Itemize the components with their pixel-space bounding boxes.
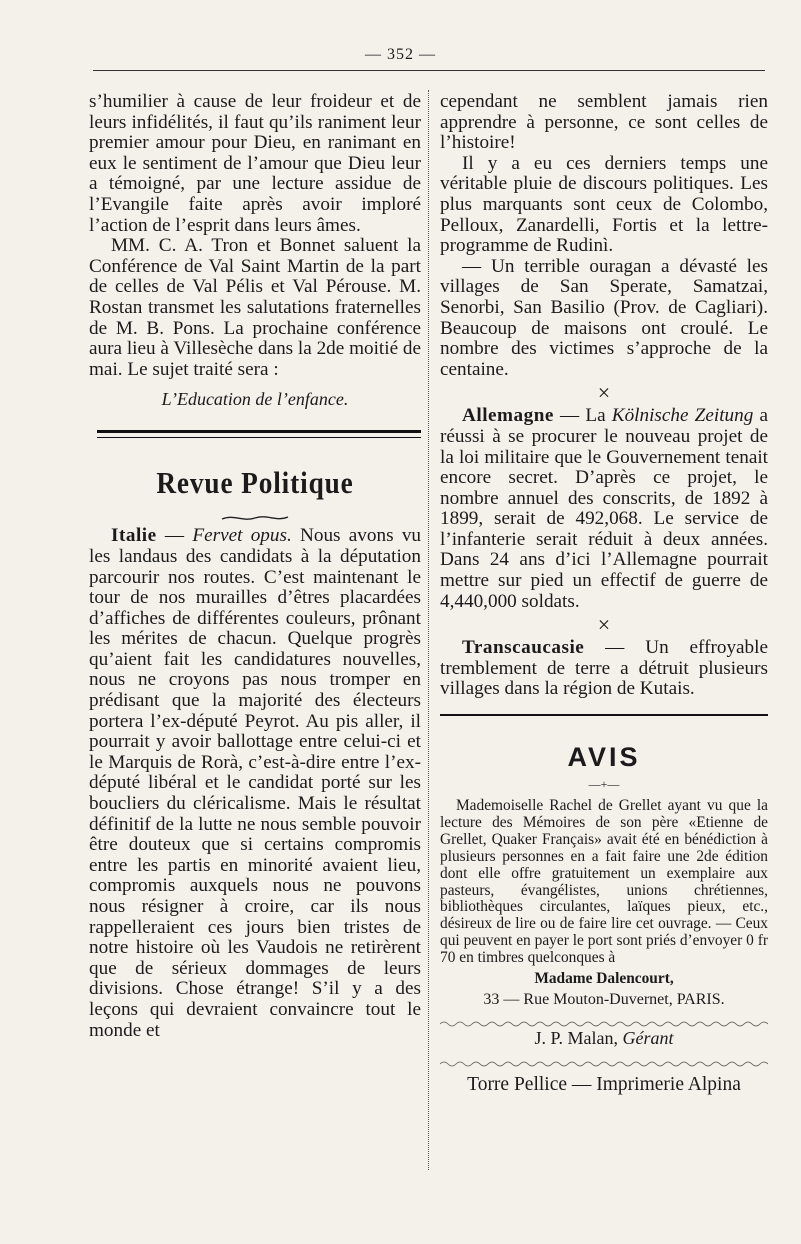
right-column: [440, 92, 768, 1097]
wavy-rule-1: [440, 1015, 768, 1023]
italie-article: [89, 526, 421, 1041]
page-number: — 352 —: [365, 46, 436, 63]
allemagne-article: [440, 406, 768, 612]
italie-text: Nous avons vu les landaus des candidats à la députation parcourir nos routes. C’est maintenant le tour de nos murailles d’êtres placardées d’affiches de différentes couleurs, prônant les mérites de chacun. Quelque progrès qu’aient fait les candidatures nouvelles, nous ne croyons pas nous tromper en prédisant que la majorité des électeurs portera l’ex-député Peyrot. Au pis aller, il pourrait y avoir ballottage entre celui-ci et le Marquis de Rorà, c’est-à-dire entre l’ex-député libéral et le candidat porté sur les boucliers du cléricalisme. Mais le résultat définitif de la lutte ne nous semble pouvoir être douteux que si certains compromis entre les partis en minorité avaient lieu, compromis auxquels nous ne pouvons nous résigner à croire, car ils nous rappelleraient ces jours bien tristes de notre histoire où les Vaudois ne retirèrent que de sérieux dommages de leurs divisions. Chose étrange! S’il y a des leçons qui devraient convaincre tout le monde et: [89, 525, 422, 1041]
allemagne-paper: Kölnische Zeitung: [611, 405, 754, 427]
avis-rule: [440, 714, 768, 716]
avis-name: Madame Dalencourt,: [534, 970, 674, 988]
transcaucasie-label: Transcaucasie: [462, 637, 585, 659]
column-divider: [428, 90, 429, 1170]
wavy-line-icon-2: [440, 1060, 768, 1068]
printer-footer: Torre Pellice — Imprimerie Alpina: [467, 1073, 741, 1095]
transcaucasie-text: — Un effroyable tremblement de terre a détruit plusieurs villages dans la région de Kutais.: [440, 637, 768, 700]
wavy-rule-2: [440, 1055, 768, 1063]
allemagne-dash: — La: [553, 405, 612, 427]
separator-mark-2: ×: [597, 612, 611, 638]
allemagne-text: a réussi à se procurer le nouveau projet de la loi militaire que le Gouvernement tenait encore secret. D’après ce projet, le nombre annuel des conscrits, de 1892 à 1899, serait de 492,068. Le service de l’infanterie serait réduit à deux années. Dans 24 ans d’ici l’Allemagne pourrait mettre sur pied un effectif de guerre de 4,440,000 soldats.: [440, 405, 768, 612]
italie-dash: —: [156, 525, 193, 547]
avis-text: Mademoiselle Rachel de Grellet ayant vu que la lecture des Mémoires de son père «Etienne de Grellet, Quaker Français» avait été en bénédiction à plusieurs personnes en a fait faire une 2de édition dont elle offre gratuitement un exemplaire aux pasteurs, évangélistes, unions chrétiennes, bibliothèques circulantes, laïques pieux, etc., désireux de lire ou de faire lire cet ouvrage. — Ceux qui peuvent en payer le port sont priés d’envoyer 0 fr 70 en timbres quelconques à: [440, 797, 768, 967]
transcaucasie-article: [440, 638, 768, 700]
swash-ornament-icon: [220, 513, 290, 523]
conference-paragraph-2: MM. C. A. Tron et Bonnet saluent la Conférence de Val Saint Martin de la part de celles de Val Pélis et Val Pérouse. M. Rostan transmet les salutations fraternelles de M. B. Pons. La prochaine conférence aura lieu à Villesèche dans la 2de moitié de mai. Le sujet traité sera :: [89, 235, 422, 380]
discours-paragraph: Il y a eu ces derniers temps une véritable pluie de discours politiques. Les plus marquants sont ceux de Colombo, Pelloux, Zanardelli, Fortis et la lettre-programme de Rudinì.: [440, 152, 768, 257]
conference-paragraph-1: s’humilier à cause de leur froideur et de leurs infidélités, il faut qu’ils raniment leur premier amour pour Dieu, en ranimant en eux le sentiment de l’amour que Dieu leur a témoigné, par une lecture assidue de l’Evangile faite après avoir imploré l’action de l’esprit dans leurs âmes.: [89, 91, 421, 236]
gerant-line: [440, 1027, 768, 1049]
ouragan-paragraph: — Un terrible ouragan a dévasté les villages de San Sperate, Samatzai, Senorbi, San Basilio (Prov. de Cagliari). Beaucoup de maisons ont croulé. Le nombre des victimes s’approche de la centaine.: [440, 255, 768, 380]
allemagne-label: Allemagne: [462, 405, 554, 427]
title-ornament: [89, 510, 421, 520]
conference-topic: L’Education de l’enfance.: [161, 389, 349, 410]
italie-label: Italie: [111, 525, 157, 547]
gerant-title: Gérant: [622, 1027, 674, 1048]
avis-title: AVIS: [567, 742, 641, 773]
left-column: [89, 92, 421, 1041]
gerant-name: J. P. Malan,: [534, 1027, 618, 1048]
section-rule: [97, 430, 421, 438]
avis-ornament: —+—: [588, 777, 620, 792]
header-rule: [93, 70, 765, 71]
section-title: Revue Politique: [156, 465, 354, 501]
italie-continued: cependant ne semblent jamais rien apprendre à personne, ce sont celles de l’histoire!: [440, 91, 768, 154]
separator-mark: ×: [597, 380, 611, 406]
italie-motto: Fervet opus.: [192, 525, 292, 547]
avis-address: 33 — Rue Mouton-Duvernet, PARIS.: [483, 991, 725, 1008]
